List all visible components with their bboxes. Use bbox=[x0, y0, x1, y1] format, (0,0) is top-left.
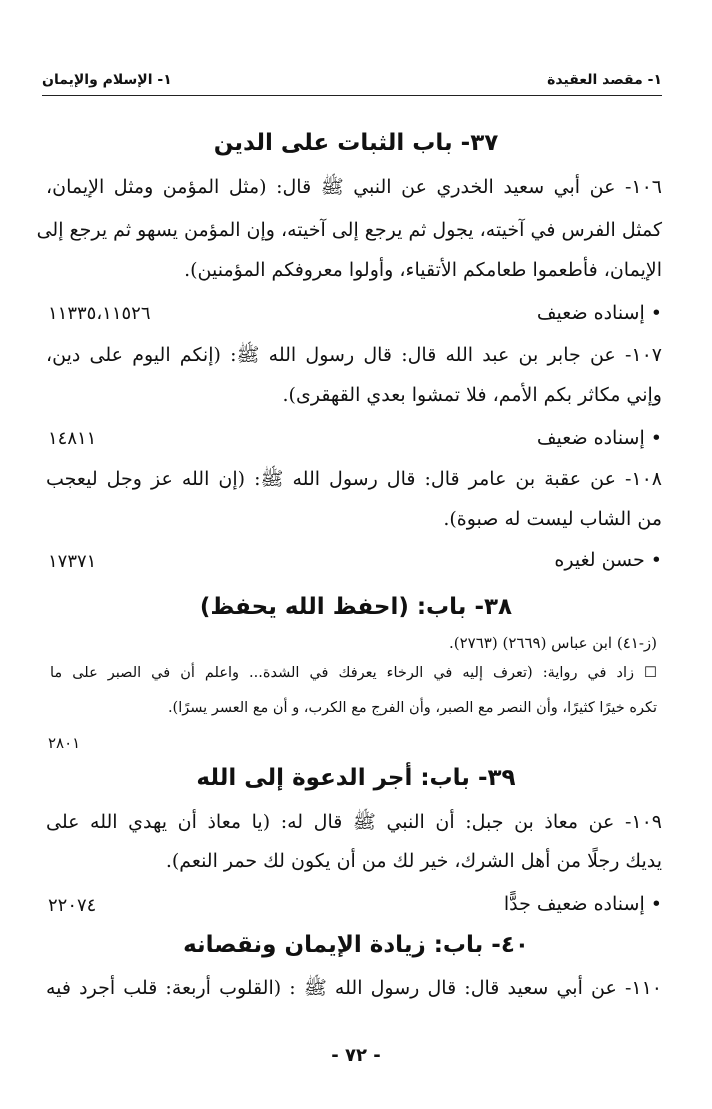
section-title-38: ٣٨- باب: (احفظ الله يحفظ) bbox=[199, 594, 513, 620]
section-38-addition-line-2: تكره خيرًا كثيرًا، وأن النصر مع الصبر، وأن الفرج مع الكرب، و أن مع العسر يسرًا). bbox=[167, 700, 657, 716]
hadith-109-grade: • إسناده ضعيف جدًّا bbox=[503, 893, 662, 915]
page-number: - ٧٢ - bbox=[331, 1045, 381, 1066]
hadith-106-line-2: كمثل الفرس في آخيته، يجول ثم يرجع إلى آخيته، وإن المؤمن يسهو ثم يرجع إلى bbox=[36, 219, 662, 241]
running-header-section: ١- الإسلام والإيمان bbox=[42, 72, 172, 88]
hadith-108-grade: • حسن لغيره bbox=[554, 549, 662, 571]
hadith-108-ref: ١٧٣٧١ bbox=[48, 551, 97, 572]
hadith-109-line-1: ١٠٩- عن معاذ بن جبل: أن النبي ﷺ قال له: (يا معاذ أن يهدي الله على bbox=[46, 811, 662, 833]
hadith-107-grade: • إسناده ضعيف bbox=[536, 427, 662, 449]
section-38-ref: ٢٨٠١ bbox=[48, 734, 81, 752]
hadith-108-line-1: ١٠٨- عن عقبة بن عامر قال: قال رسول الله ﷺ: (إن الله عز وجل ليعجب bbox=[46, 468, 662, 490]
hadith-106-line-3: الإيمان، فأطعموا طعامكم الأتقياء، وأولوا معروفكم المؤمنين). bbox=[184, 259, 662, 281]
hadith-107-ref: ١٤٨١١ bbox=[48, 428, 97, 449]
hadith-106-line-1: ١٠٦- عن أبي سعيد الخدري عن النبي ﷺ قال: (مثل المؤمن ومثل الإيمان، bbox=[46, 176, 662, 198]
hadith-108-line-2: من الشاب ليست له صبوة). bbox=[443, 508, 662, 530]
section-38-addition-line-1: ☐ زاد في رواية: (تعرف إليه في الرخاء يعرفك في الشدة... واعلم أن في الصبر على ما bbox=[50, 665, 657, 681]
header-rule bbox=[42, 95, 662, 96]
hadith-110-line-1: ١١٠- عن أبي سعيد قال: قال رسول الله ﷺ : (القلوب أربعة: قلب أجرد فيه bbox=[46, 977, 662, 999]
hadith-106-ref: ١١٣٣٥،١١٥٢٦ bbox=[48, 303, 151, 324]
section-38-note: (ز-٤١) ابن عباس (٢٦٦٩) (٢٧٦٣). bbox=[448, 634, 657, 652]
section-title-37: ٣٧- باب الثبات على الدين bbox=[213, 130, 499, 156]
hadith-106-grade: • إسناده ضعيف bbox=[536, 302, 662, 324]
hadith-107-line-2: وإني مكاثر بكم الأمم، فلا تمشوا بعدي القهقرى). bbox=[282, 384, 662, 406]
section-title-40: ٤٠- باب: زيادة الإيمان ونقصانه bbox=[183, 932, 529, 958]
running-header-chapter: ١- مقصد العقيدة bbox=[547, 72, 662, 88]
hadith-109-ref: ٢٢٠٧٤ bbox=[48, 895, 97, 916]
hadith-107-line-1: ١٠٧- عن جابر بن عبد الله قال: قال رسول الله ﷺ: (إنكم اليوم على دين، bbox=[46, 344, 662, 366]
section-title-39: ٣٩- باب: أجر الدعوة إلى الله bbox=[196, 765, 516, 791]
hadith-109-line-2: يديك رجلًا من أهل الشرك، خير لك من أن يكون لك حمر النعم). bbox=[165, 850, 662, 872]
